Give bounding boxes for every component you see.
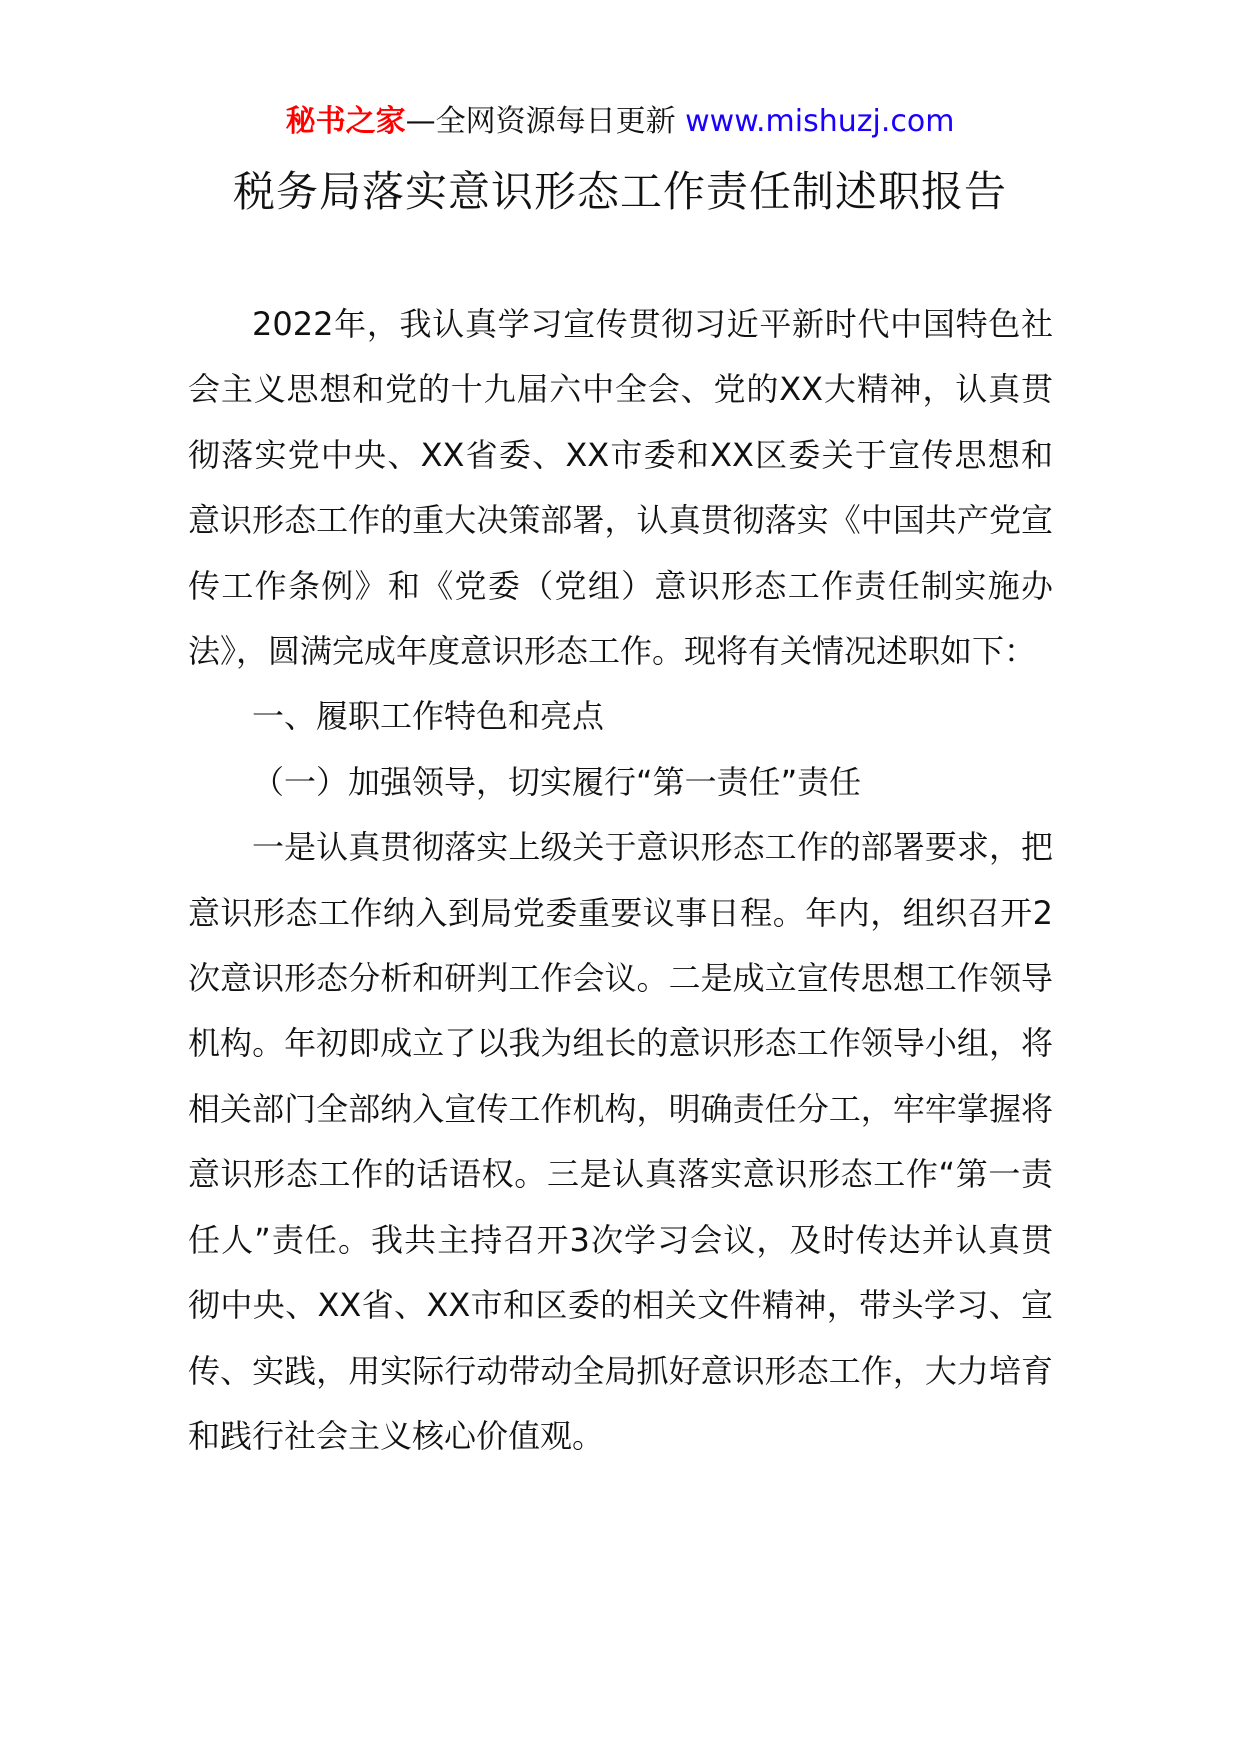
document-title: 税务局落实意识形态工作责任制述职报告 bbox=[232, 167, 1007, 216]
subsection-heading: （一）加强领导，切实履行“第一责任”责任 bbox=[252, 762, 862, 801]
brand-name: 秘书之家 bbox=[285, 104, 406, 139]
brand-slogan: —全网资源每日更新 bbox=[405, 104, 676, 139]
section-heading: 一、履职工作特色和亮点 bbox=[252, 697, 605, 736]
site-url[interactable]: www.mishuzj.com bbox=[685, 104, 955, 139]
site-banner bbox=[0, 100, 1240, 144]
document-body bbox=[188, 292, 1053, 1469]
body-paragraph: 一是认真贯彻落实上级关于意识形态工作的部署要求，把意识形态工作纳入到局党委重要议事日程。年内，组织召开2次意识形态分析和研判工作会议。二是成立宣传思想工作领导机构。年初即成立了以我为组长的意识形态工作领导小组，将相关部门全部纳入宣传工作机构，明确责任分工，牢牢掌握将意识形态工作的话语权。三是认真落实意识形态工作“第一责任人”责任。我共主持召开3次学习会议，及时传达并认真贯彻中央、XX省、XX市和区委的相关文件精神，带头学习、宣传、实践，用实际行动带动全局抓好意识形态工作，大力培育和践行社会主义核心价值观。 bbox=[188, 828, 1053, 1455]
intro-paragraph: 2022年，我认真学习宣传贯彻习近平新时代中国特色社会主义思想和党的十九届六中全会、党的XX大精神，认真贯彻落实党中央、XX省委、XX市委和XX区委关于宣传思想和意识形态工作的重大决策部署，认真贯彻落实《中国共产党宣传工作条例》和《党委（党组）意识形态工作责任制实施办法》，圆满完成年度意识形态工作。现将有关情况述职如下： bbox=[188, 305, 1053, 671]
